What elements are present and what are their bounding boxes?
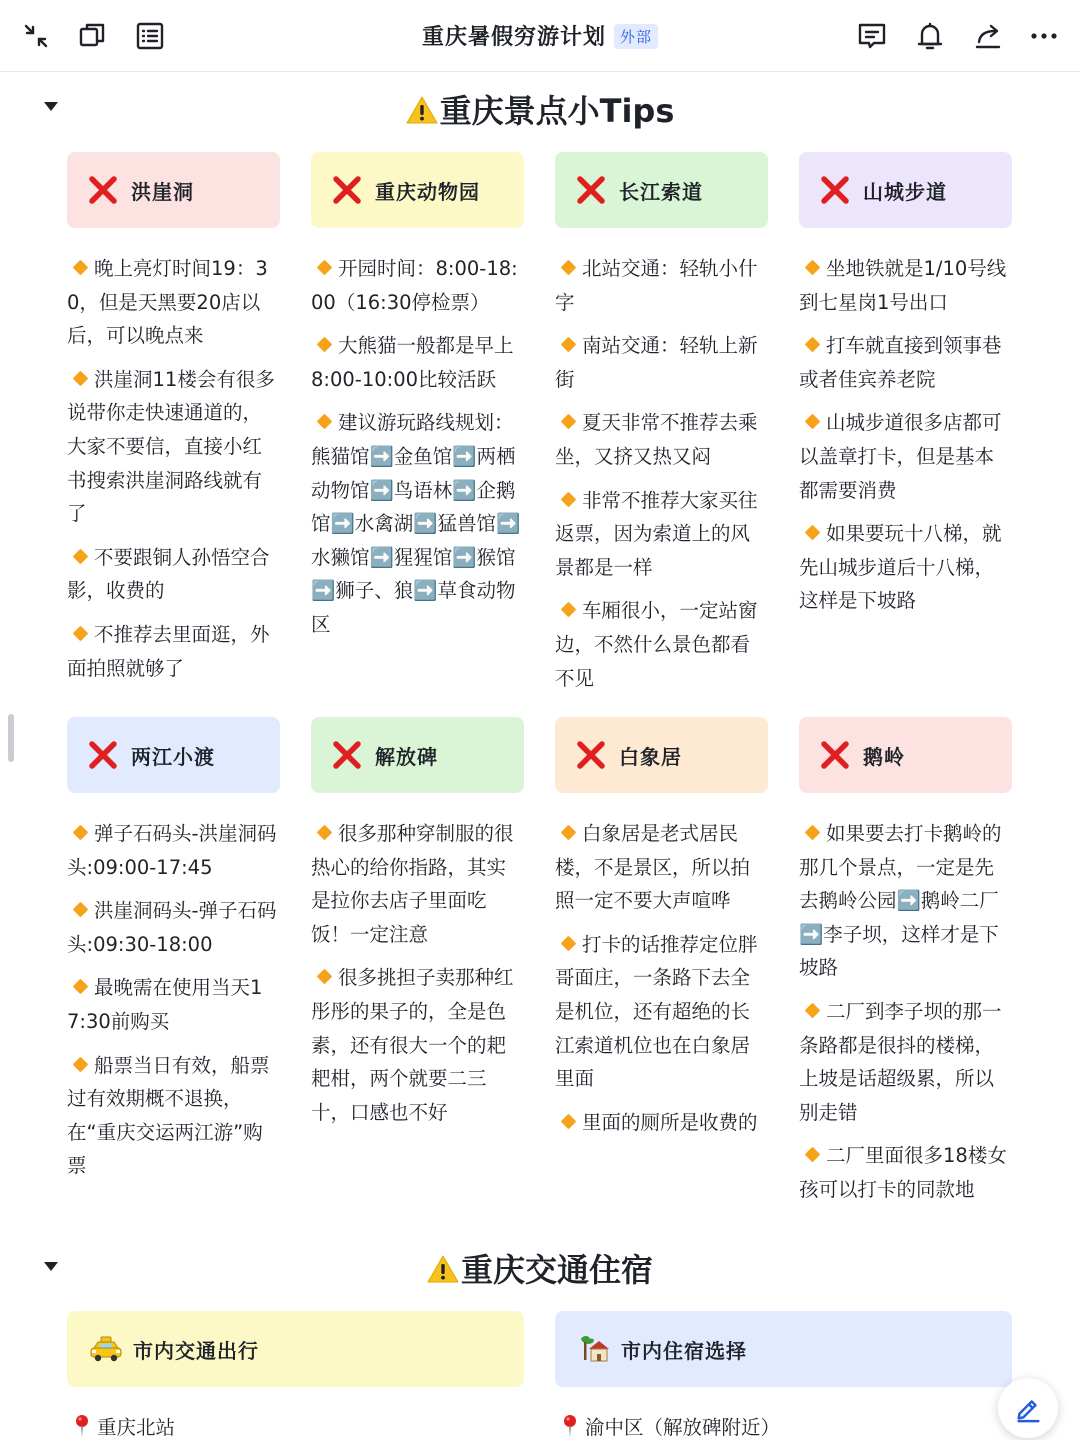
- diamond-icon: [561, 414, 576, 429]
- diamond-icon: [561, 936, 576, 951]
- warning-icon: [427, 1254, 459, 1284]
- list-item: 船票当日有效，船票过有效期概不退换，在“重庆交运两江游”购票: [67, 1053, 270, 1178]
- list-item: 山城步道很多店都可以盖章打卡，但是基本都需要消费: [799, 411, 1002, 502]
- diamond-icon: [73, 902, 88, 917]
- list-item: 晚上亮灯时间19：30，但是天黑要20店以后，可以晚点来: [67, 257, 268, 348]
- section-heading-stay: [0, 1245, 1080, 1291]
- diamond-icon: [805, 525, 820, 540]
- section-heading-text: 重庆景点小Tips: [439, 92, 675, 130]
- card-title: 洪崖洞: [131, 179, 194, 204]
- section-heading-tips: [0, 86, 1080, 132]
- diamond-icon: [805, 1147, 820, 1162]
- card-lodging: [555, 1311, 1012, 1387]
- external-badge: 外部: [614, 24, 658, 49]
- list-item: 很多挑担子卖那种红彤彤的果子的，全是色素，还有很大一个的耙耙柑，两个就要二三十，口感也不好: [311, 966, 514, 1124]
- diamond-icon: [317, 969, 332, 984]
- lodging-title: 市内住宿选择: [621, 1338, 747, 1363]
- list-item: 不要跟铜人孙悟空合影，收费的: [67, 545, 270, 603]
- list-item: 如果要去打卡鹅岭的那几个景点，一定是先去鹅岭公园➡️鹅岭二厂➡️李子坝，这样才是下坡路: [799, 822, 1002, 980]
- list-item: 里面的厕所是收费的: [555, 1106, 768, 1140]
- cross-icon: [577, 741, 605, 769]
- card-transport: [67, 1311, 524, 1387]
- card-jiefangbei: [311, 717, 524, 1139]
- cross-icon: [333, 176, 361, 204]
- card-header: [67, 717, 280, 793]
- list-item: 车厢很小，一定站窗边，不然什么景色都看不见: [555, 599, 758, 690]
- card-two-rivers-ferry: [67, 717, 280, 1193]
- diamond-icon: [561, 825, 576, 840]
- diamond-icon: [561, 602, 576, 617]
- list-item: 洪崖洞码头-弹子石码头:09:30-18:00: [67, 899, 277, 956]
- list-item: 不推荐去里面逛，外面拍照就够了: [67, 622, 270, 680]
- share-icon[interactable]: [968, 16, 1008, 56]
- list-item: 夏天非常不推荐去乘坐，又挤又热又闷: [555, 411, 758, 468]
- scroll-handle[interactable]: [8, 714, 14, 762]
- card-header: [555, 717, 768, 793]
- diamond-icon: [317, 414, 332, 429]
- list-item: 建议游玩路线规划：熊猫馆➡️金鱼馆➡️两栖动物馆➡️鸟语林➡️企鹅馆➡️水禽湖➡️猛兽馆➡️水獭馆➡️猩猩馆➡️猴馆➡️狮子、狼➡️草食动物区: [311, 411, 521, 636]
- diamond-icon: [73, 549, 88, 564]
- card-header: [67, 152, 280, 228]
- list-item: 非常不推荐大家买往返票，因为索道上的风景都是一样: [555, 488, 758, 579]
- cross-icon: [89, 741, 117, 769]
- card-title: 山城步道: [863, 179, 947, 204]
- card-mountain-city-trail: [799, 152, 1012, 628]
- diamond-icon: [561, 260, 576, 275]
- diamond-icon: [317, 337, 332, 352]
- transport-list-item: 重庆北站: [67, 1412, 175, 1440]
- diamond-icon: [317, 825, 332, 840]
- card-header: [311, 717, 524, 793]
- diamond-icon: [561, 492, 576, 507]
- card-header: [311, 152, 524, 228]
- list-item: 弹子石码头-洪崖洞码头:09:00-17:45: [67, 822, 277, 879]
- list-item: 大熊猫一般都是早上8:00-10:00比较活跃: [311, 334, 514, 391]
- card-eling: [799, 717, 1012, 1217]
- taxi-icon: [89, 1334, 123, 1364]
- list-item: 白象居是老式居民楼，不是景区，所以拍照一定不要大声喧哗: [555, 822, 751, 913]
- diamond-icon: [73, 825, 88, 840]
- more-icon[interactable]: [1024, 16, 1064, 56]
- diamond-icon: [805, 260, 820, 275]
- card-title: 鹅岭: [863, 744, 905, 769]
- list-item: 很多那种穿制服的很热心的给你指路，其实是拉你去店子里面吃饭！一定注意: [311, 822, 514, 946]
- list-item: 坐地铁就是1/10号线到七星岗1号出口: [799, 257, 1007, 314]
- card-baixiangju: [555, 717, 768, 1149]
- card-hongyadong: [67, 152, 280, 695]
- card-title: 白象居: [619, 744, 682, 769]
- diamond-icon: [317, 260, 332, 275]
- house-icon: [577, 1334, 611, 1364]
- pin-icon: [561, 1414, 579, 1438]
- card-title: 重庆动物园: [375, 179, 480, 204]
- pencil-icon: [1013, 1393, 1043, 1423]
- list-item: 北站交通：轻轨小什字: [555, 257, 758, 314]
- list-item: 南站交通：轻轨上新街: [555, 334, 758, 391]
- card-yangtze-cableway: [555, 152, 768, 705]
- top-bar: [0, 0, 1080, 72]
- diamond-icon: [805, 414, 820, 429]
- comment-icon[interactable]: [852, 16, 892, 56]
- cross-icon: [333, 741, 361, 769]
- list-item: 开园时间：8:00-18:00（16:30停检票）: [311, 257, 518, 314]
- transport-title: 市内交通出行: [133, 1338, 259, 1363]
- list-item: 打车就直接到领事巷或者佳宾养老院: [799, 334, 1002, 391]
- list-item: 二厂到李子坝的那一条路都是很抖的楼梯，上坡是话超级累，所以别走错: [799, 999, 1002, 1124]
- pin-icon: [73, 1414, 91, 1438]
- cross-icon: [89, 176, 117, 204]
- bell-icon[interactable]: [910, 16, 950, 56]
- diamond-icon: [561, 337, 576, 352]
- diamond-icon: [805, 337, 820, 352]
- cross-icon: [577, 176, 605, 204]
- card-title: 解放碑: [375, 744, 438, 769]
- list-item: 二厂里面很多18楼女孩可以打卡的同款地: [799, 1144, 1007, 1201]
- card-title: 长江索道: [619, 179, 703, 204]
- diamond-icon: [805, 825, 820, 840]
- diamond-icon: [73, 626, 88, 641]
- card-chongqing-zoo: [311, 152, 524, 652]
- warning-icon: [406, 95, 438, 125]
- diamond-icon: [73, 371, 88, 386]
- document-title-text: 重庆暑假穷游计划: [421, 25, 606, 50]
- card-header: [799, 717, 1012, 793]
- diamond-icon: [73, 1057, 88, 1072]
- diamond-icon: [805, 1003, 820, 1018]
- list-item: 如果要玩十八梯，就先山城步道后十八梯，这样是下坡路: [799, 522, 1002, 613]
- card-title: 两江小渡: [131, 744, 215, 769]
- card-header: [799, 152, 1012, 228]
- cross-icon: [821, 176, 849, 204]
- card-header: [555, 152, 768, 228]
- section-heading-text: 重庆交通住宿: [460, 1251, 653, 1289]
- lodging-list-item: 渝中区（解放碑附近）: [555, 1412, 780, 1440]
- list-item: 最晚需在使用当天17:30前购买: [67, 976, 263, 1033]
- diamond-icon: [73, 979, 88, 994]
- edit-button[interactable]: [998, 1378, 1058, 1438]
- diamond-icon: [73, 260, 88, 275]
- list-item: 洪崖洞11楼会有很多说带你走快速通道的，大家不要信，直接小红书搜索洪崖洞路线就有了: [67, 367, 275, 526]
- list-item: 打卡的话推荐定位胖哥面庄，一条路下去全是机位，还有超绝的长江索道机位也在白象居里面: [555, 932, 758, 1091]
- cross-icon: [821, 741, 849, 769]
- diamond-icon: [561, 1114, 576, 1129]
